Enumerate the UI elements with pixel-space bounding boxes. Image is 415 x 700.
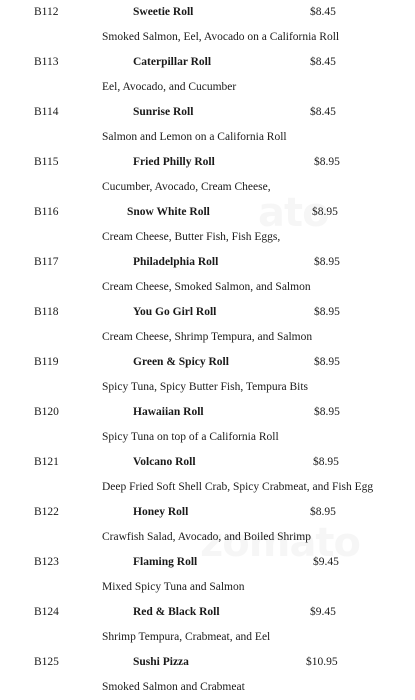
item-price: $8.95: [314, 256, 340, 268]
item-price: $8.95: [312, 206, 338, 218]
item-code: B120: [34, 406, 59, 418]
menu-item: [0, 600, 415, 650]
item-price: $8.95: [310, 506, 336, 518]
item-name: Philadelphia Roll: [133, 256, 219, 268]
item-description: Spicy Tuna on top of a California Roll: [102, 431, 279, 443]
item-code: B119: [34, 356, 59, 368]
item-name: Volcano Roll: [133, 456, 196, 468]
item-name: Green & Spicy Roll: [133, 356, 229, 368]
item-code: B116: [34, 206, 59, 218]
item-description: Smoked Salmon and Crabmeat: [102, 681, 245, 693]
item-code: B115: [34, 156, 59, 168]
menu-item: [0, 350, 415, 400]
item-description: Crawfish Salad, Avocado, and Boiled Shrimp: [102, 531, 311, 543]
item-price: $8.45: [310, 56, 336, 68]
menu-item: [0, 400, 415, 450]
item-code: B114: [34, 106, 59, 118]
item-name: Sunrise Roll: [133, 106, 194, 118]
menu-item: [0, 100, 415, 150]
item-name: Flaming Roll: [133, 556, 198, 568]
item-code: B113: [34, 56, 59, 68]
item-description: Shrimp Tempura, Crabmeat, and Eel: [102, 631, 271, 643]
item-price: $8.95: [313, 456, 339, 468]
item-price: $8.95: [314, 356, 340, 368]
item-name: Caterpillar Roll: [133, 56, 212, 68]
item-price: $10.95: [306, 656, 338, 668]
menu-item: [0, 200, 415, 250]
item-description: Cream Cheese, Smoked Salmon, and Salmon: [102, 281, 311, 293]
item-price: $8.95: [314, 156, 340, 168]
menu-item: [0, 300, 415, 350]
item-code: B124: [34, 606, 59, 618]
item-name: Red & Black Roll: [133, 606, 220, 618]
menu-item: [0, 50, 415, 100]
item-description: Salmon and Lemon on a California Roll: [102, 131, 287, 143]
item-description: Cucumber, Avocado, Cream Cheese,: [102, 181, 271, 193]
item-price: $8.95: [314, 406, 340, 418]
item-price: $9.45: [313, 556, 339, 568]
item-price: $8.45: [310, 6, 336, 18]
menu-item: [0, 550, 415, 600]
menu-item: [0, 450, 415, 500]
item-description: Smoked Salmon, Eel, Avocado on a California Roll: [102, 31, 340, 43]
menu-item: [0, 500, 415, 550]
menu-item: [0, 650, 415, 700]
item-description: Mixed Spicy Tuna and Salmon: [102, 581, 245, 593]
item-code: B122: [34, 506, 59, 518]
item-code: B118: [34, 306, 59, 318]
item-description: Eel, Avocado, and Cucumber: [102, 81, 237, 93]
item-name: Sweetie Roll: [133, 6, 194, 18]
item-code: B121: [34, 456, 59, 468]
item-name: Honey Roll: [133, 506, 189, 518]
item-name: Fried Philly Roll: [133, 156, 215, 168]
item-code: B125: [34, 656, 59, 668]
menu-item: [0, 250, 415, 300]
item-code: B123: [34, 556, 59, 568]
item-name: Snow White Roll: [127, 206, 210, 218]
item-price: $8.45: [310, 106, 336, 118]
item-price: $9.45: [310, 606, 336, 618]
item-name: Sushi Pizza: [133, 656, 189, 668]
item-description: Spicy Tuna, Spicy Butter Fish, Tempura Bits: [102, 381, 309, 393]
menu-item: [0, 0, 415, 50]
item-price: $8.95: [314, 306, 340, 318]
item-name: Hawaiian Roll: [133, 406, 204, 418]
menu-item: [0, 150, 415, 200]
item-code: B117: [34, 256, 59, 268]
item-description: Deep Fried Soft Shell Crab, Spicy Crabmeat, and Fish Egg: [102, 481, 374, 493]
item-name: You Go Girl Roll: [133, 306, 217, 318]
item-code: B112: [34, 6, 59, 18]
item-description: Cream Cheese, Shrimp Tempura, and Salmon: [102, 331, 313, 343]
item-description: Cream Cheese, Butter Fish, Fish Eggs,: [102, 231, 281, 243]
